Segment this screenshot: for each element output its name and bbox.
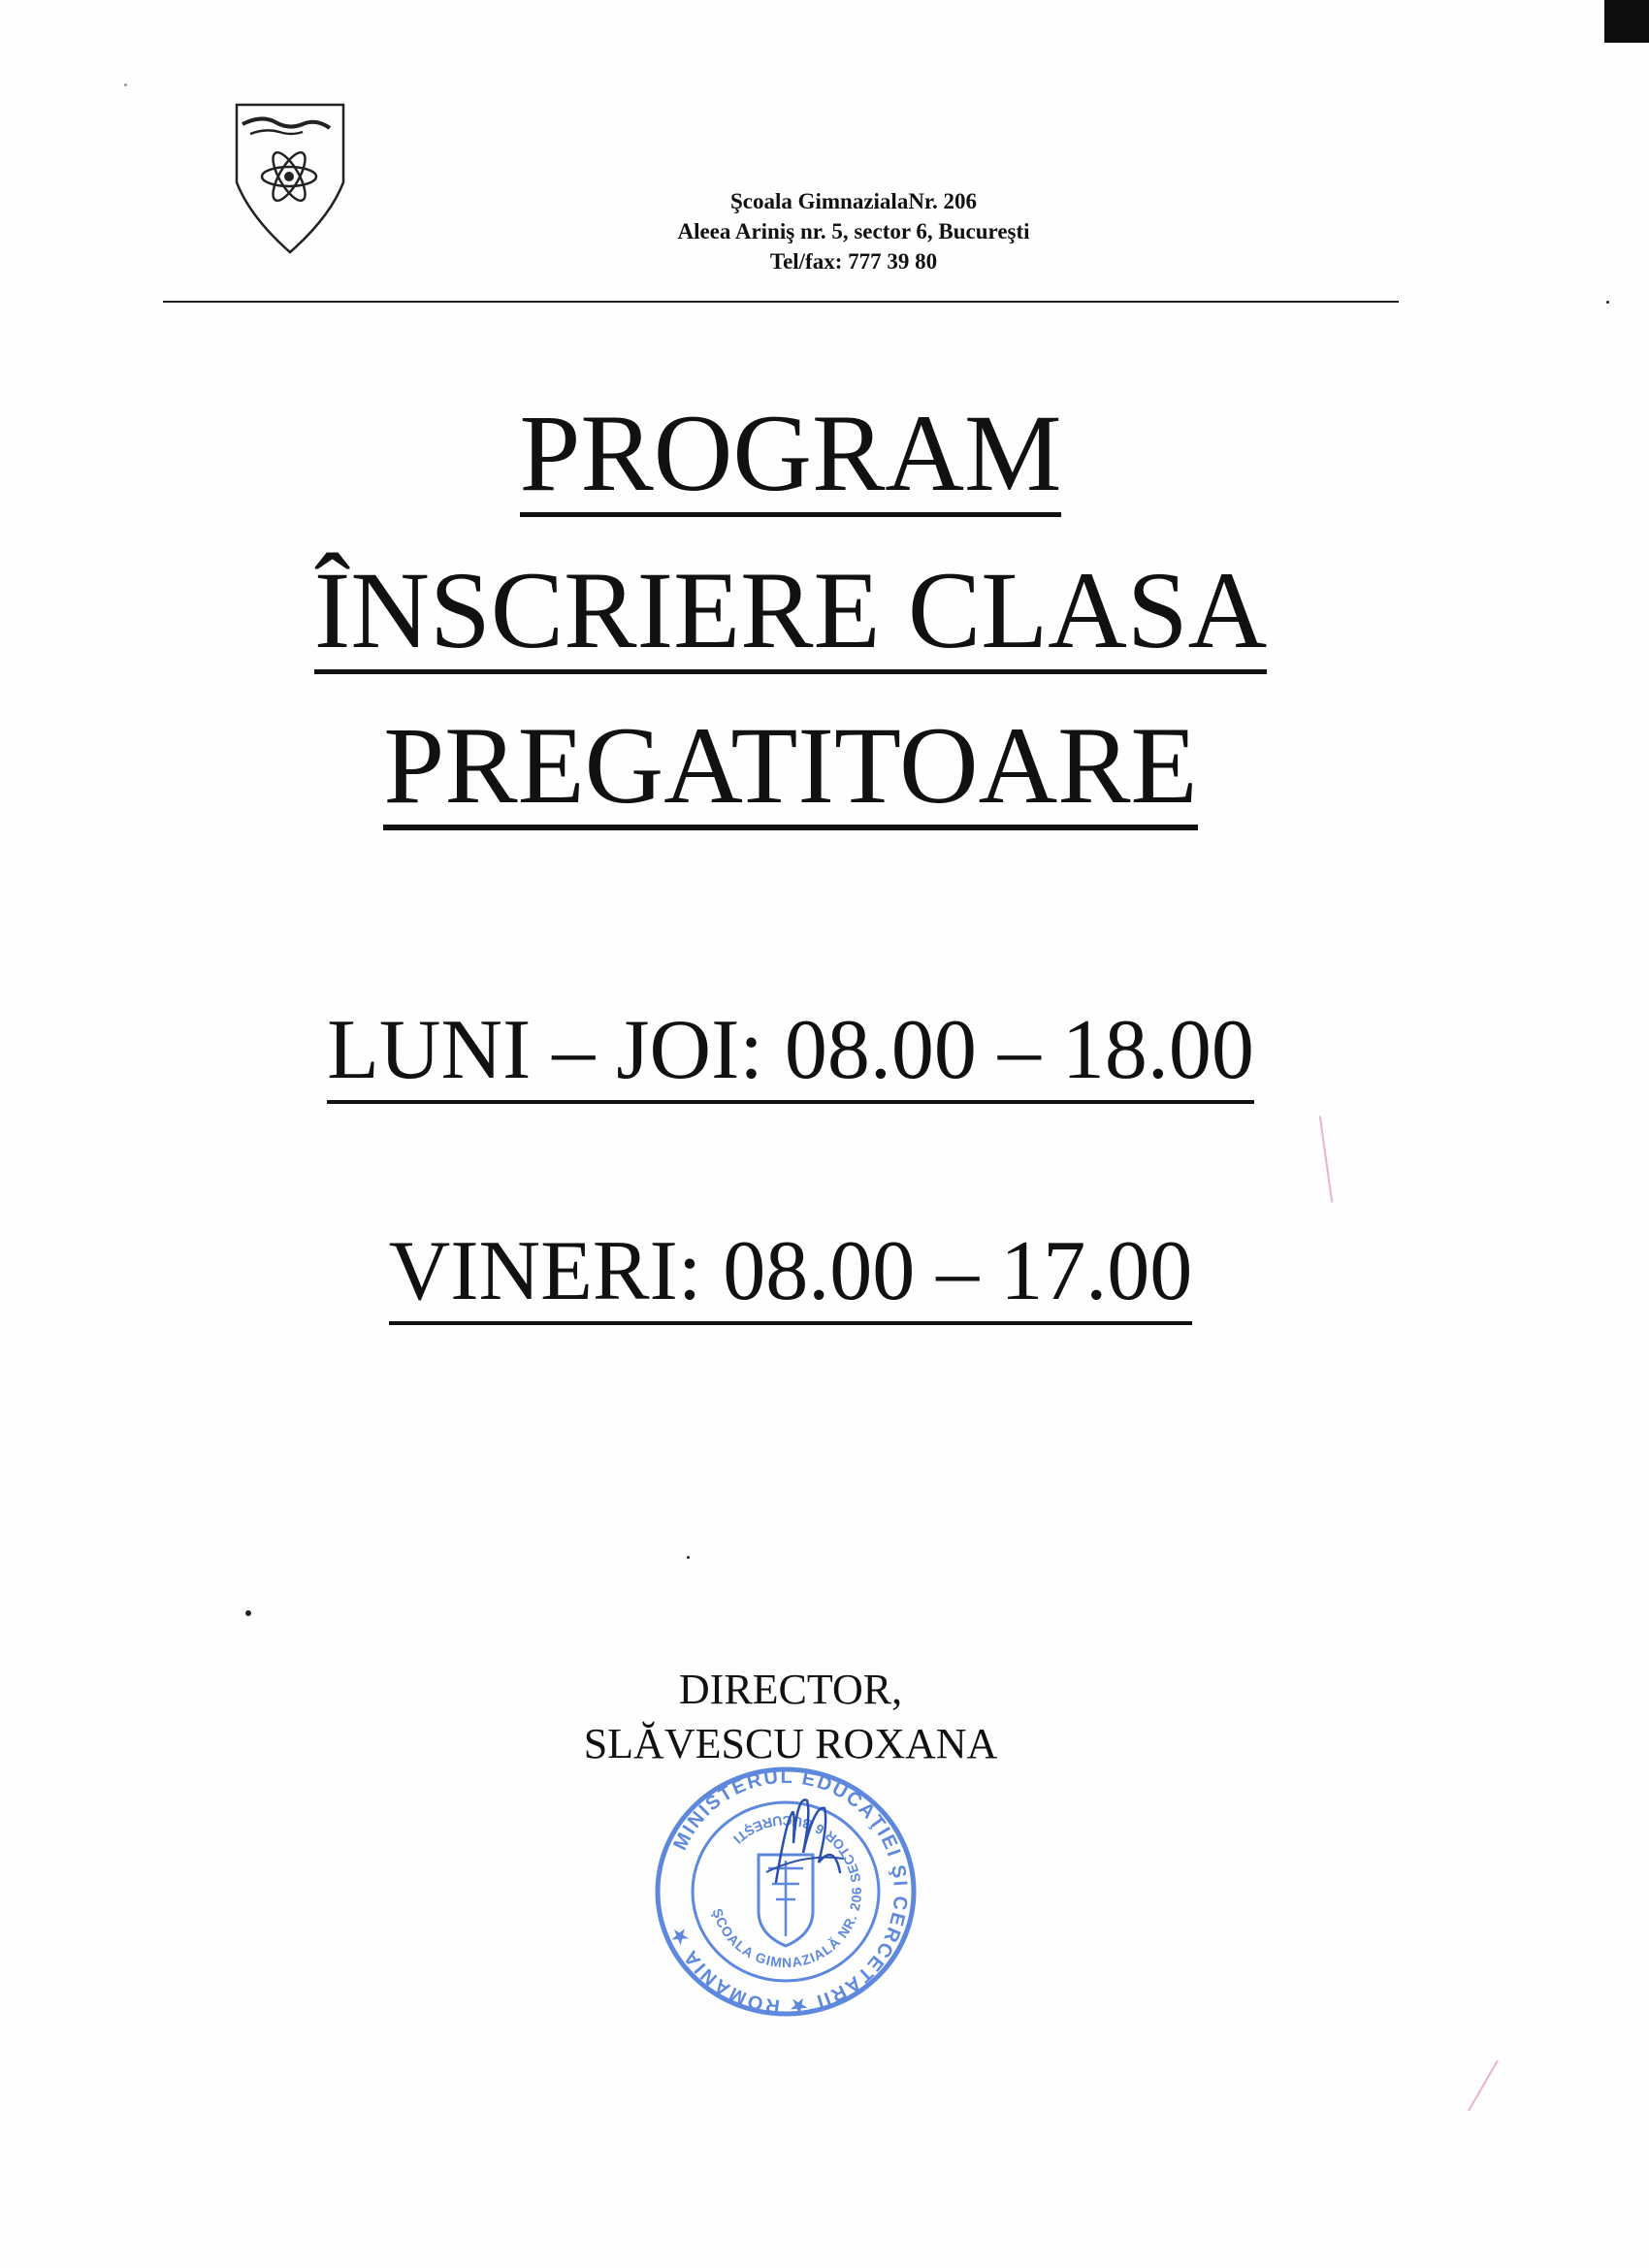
schedule-friday: VINERI: 08.00 – 17.00	[0, 1222, 1581, 1325]
school-address: Aleea Ariniş nr. 5, sector 6, Bucureşti	[677, 219, 1030, 243]
handwritten-signature-icon	[747, 1785, 863, 1892]
scan-speck	[687, 1556, 690, 1559]
title-line-1: PROGRAM	[0, 386, 1581, 522]
school-crest-icon	[233, 101, 347, 256]
director-role: DIRECTOR,	[678, 1666, 903, 1713]
header-divider	[163, 301, 1399, 303]
scan-edge-shadow	[1604, 0, 1649, 43]
scan-speck	[245, 1610, 251, 1616]
letterhead	[543, 186, 1164, 276]
title-line-2: ÎNSCRIERE CLASA	[0, 543, 1581, 679]
svg-text:ŞCOALA GIMNAZIALĂ NR. 206 SECT: ŞCOALA GIMNAZIALĂ NR. 206 SECTOR 6 BUCUREŞTI	[709, 1812, 865, 1971]
scan-speck	[1606, 301, 1609, 304]
school-name: Şcoala GimnazialaNr. 206	[729, 189, 978, 213]
svg-text:MINISTERUL EDUCAŢIEI ŞI CERCET: MINISTERUL EDUCAŢIEI ŞI CERCETĂRII ★ ROMÂNIA ★	[665, 1766, 912, 2018]
school-phone: Tel/fax: 777 39 80	[769, 249, 938, 274]
scan-mark	[1468, 2060, 1499, 2112]
director-name: SLĂVESCU ROXANA	[583, 1720, 998, 1767]
schedule-mon-thu: LUNI – JOI: 08.00 – 18.00	[0, 1001, 1581, 1104]
scan-mark	[1319, 1116, 1334, 1202]
title-line-3: PREGATITOARE	[0, 698, 1581, 834]
scan-speck	[124, 83, 127, 86]
